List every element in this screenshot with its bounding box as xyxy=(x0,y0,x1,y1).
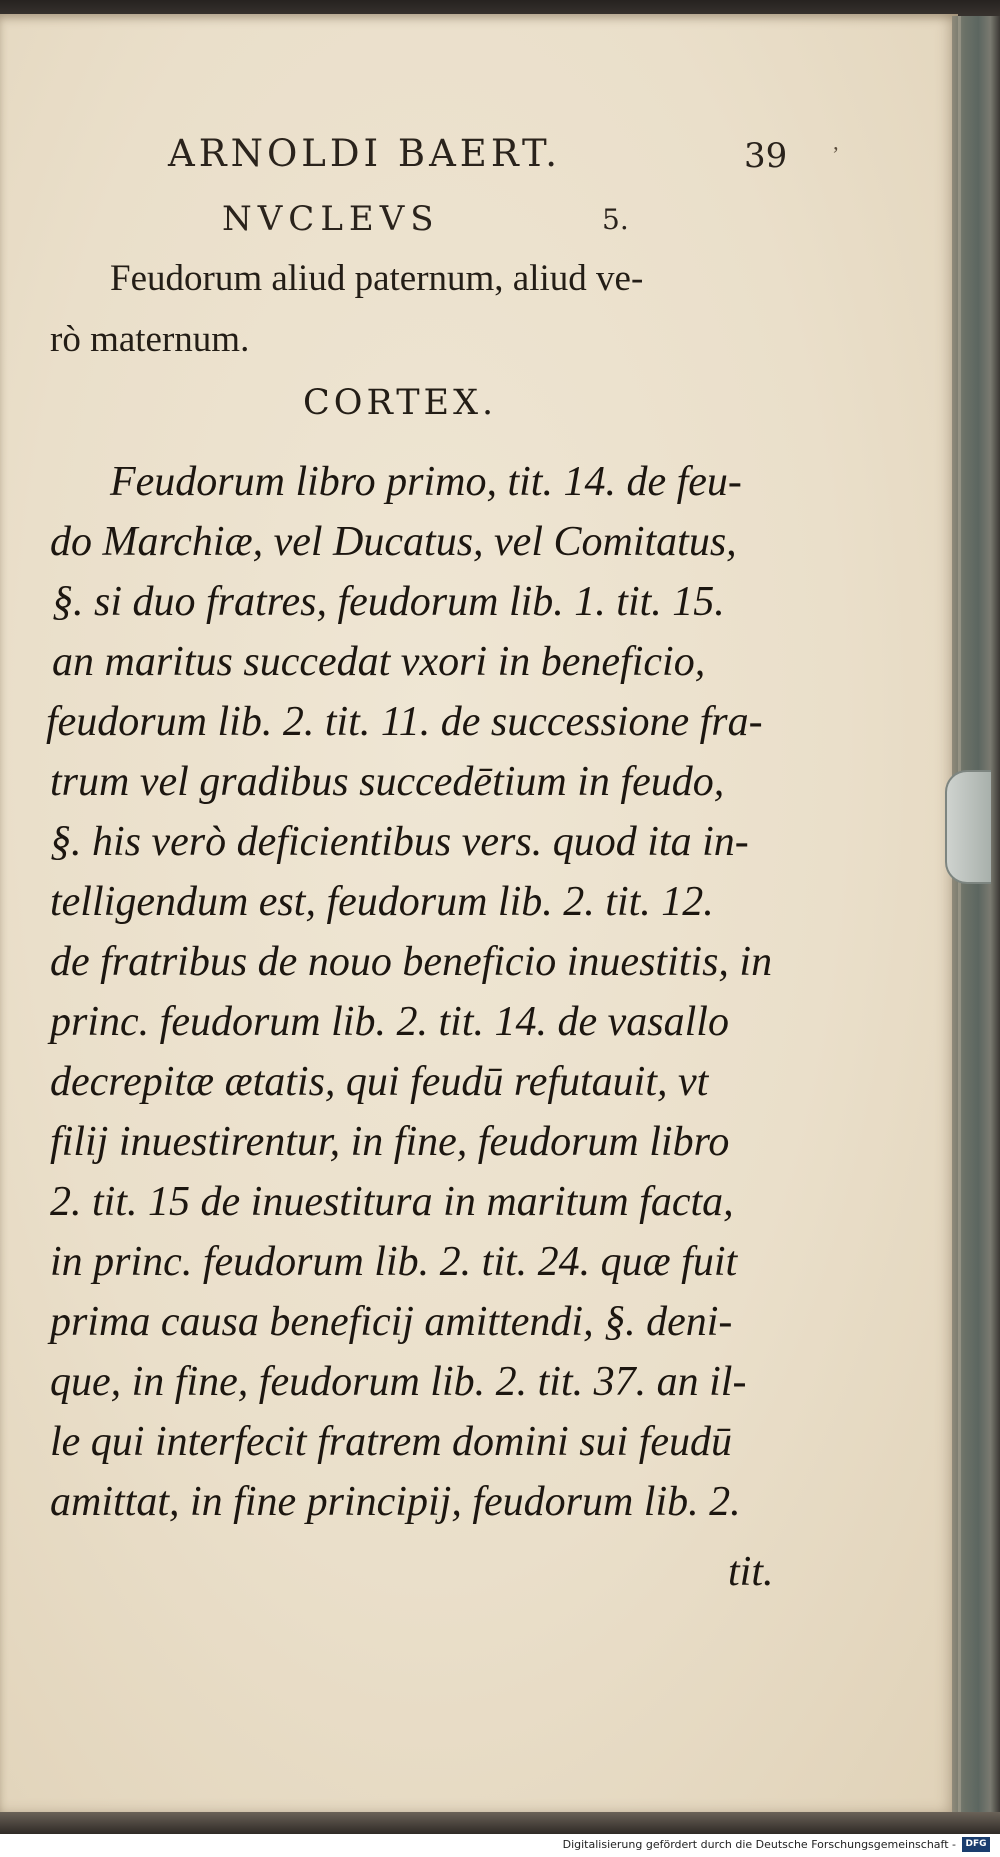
dfg-logo: DFG xyxy=(962,1837,990,1852)
cortex-line: an maritus succedat vxori in beneficio, xyxy=(52,639,706,685)
cortex-line: §. si duo fratres, feudorum lib. 1. tit. 15. xyxy=(52,579,725,625)
nucleus-line: rò maternum. xyxy=(50,319,250,360)
cortex-line: trum vel gradibus succedētium in feudo, xyxy=(50,759,725,805)
cortex-line: telligendum est, feudorum lib. 2. tit. 12. xyxy=(50,879,714,925)
cortex-line: que, in fine, feudorum lib. 2. tit. 37. an il- xyxy=(50,1359,747,1405)
nucleus-line: Feudorum aliud paternum, aliud ve- xyxy=(110,258,644,299)
cortex-line: le qui interfecit fratrem domini sui feudū xyxy=(50,1419,733,1465)
cortex-line: amittat, in fine principij, feudorum lib. 2. xyxy=(50,1479,741,1525)
cortex-line: filij inuestirentur, in fine, feudorum libro xyxy=(50,1119,730,1165)
scan-bottom-edge xyxy=(0,1812,1000,1834)
digitization-credit: Digitalisierung gefördert durch die Deutsche Forschungsgemeinschaft - xyxy=(562,1838,956,1851)
section-heading: NVCLEVS xyxy=(222,199,440,239)
book-clip xyxy=(945,770,991,884)
digitization-credit-bar xyxy=(0,1834,1000,1857)
page-number: 39 xyxy=(744,136,788,176)
cortex-line: do Marchiæ, vel Ducatus, vel Comitatus, xyxy=(50,519,737,565)
cortex-line: decrepitæ ætatis, qui feudū refutauit, vt xyxy=(50,1059,709,1105)
cortex-heading: CORTEX. xyxy=(303,383,498,423)
cortex-line: in princ. feudorum lib. 2. tit. 24. quæ fuit xyxy=(50,1239,738,1285)
cortex-line: feudorum lib. 2. tit. 11. de successione fra- xyxy=(46,699,763,745)
cortex-line: princ. feudorum lib. 2. tit. 14. de vasallo xyxy=(50,999,729,1045)
cortex-line: §. his verò deficientibus vers. quod ita in- xyxy=(50,819,749,865)
cortex-line: Feudorum libro primo, tit. 14. de feu- xyxy=(110,459,742,505)
catchword: tit. xyxy=(728,1549,774,1595)
cortex-line: 2. tit. 15 de inuestitura in maritum facta, xyxy=(50,1179,734,1225)
running-head: ARNOLDI BAERT. xyxy=(168,132,562,175)
ink-speck: ʼ xyxy=(832,142,840,167)
page-fore-edge xyxy=(952,16,1000,1816)
section-number: 5. xyxy=(602,203,629,236)
cortex-line: prima causa beneficij amittendi, §. deni- xyxy=(50,1299,733,1345)
cortex-line: de fratribus de nouo beneficio inuestitis, in xyxy=(50,939,773,985)
